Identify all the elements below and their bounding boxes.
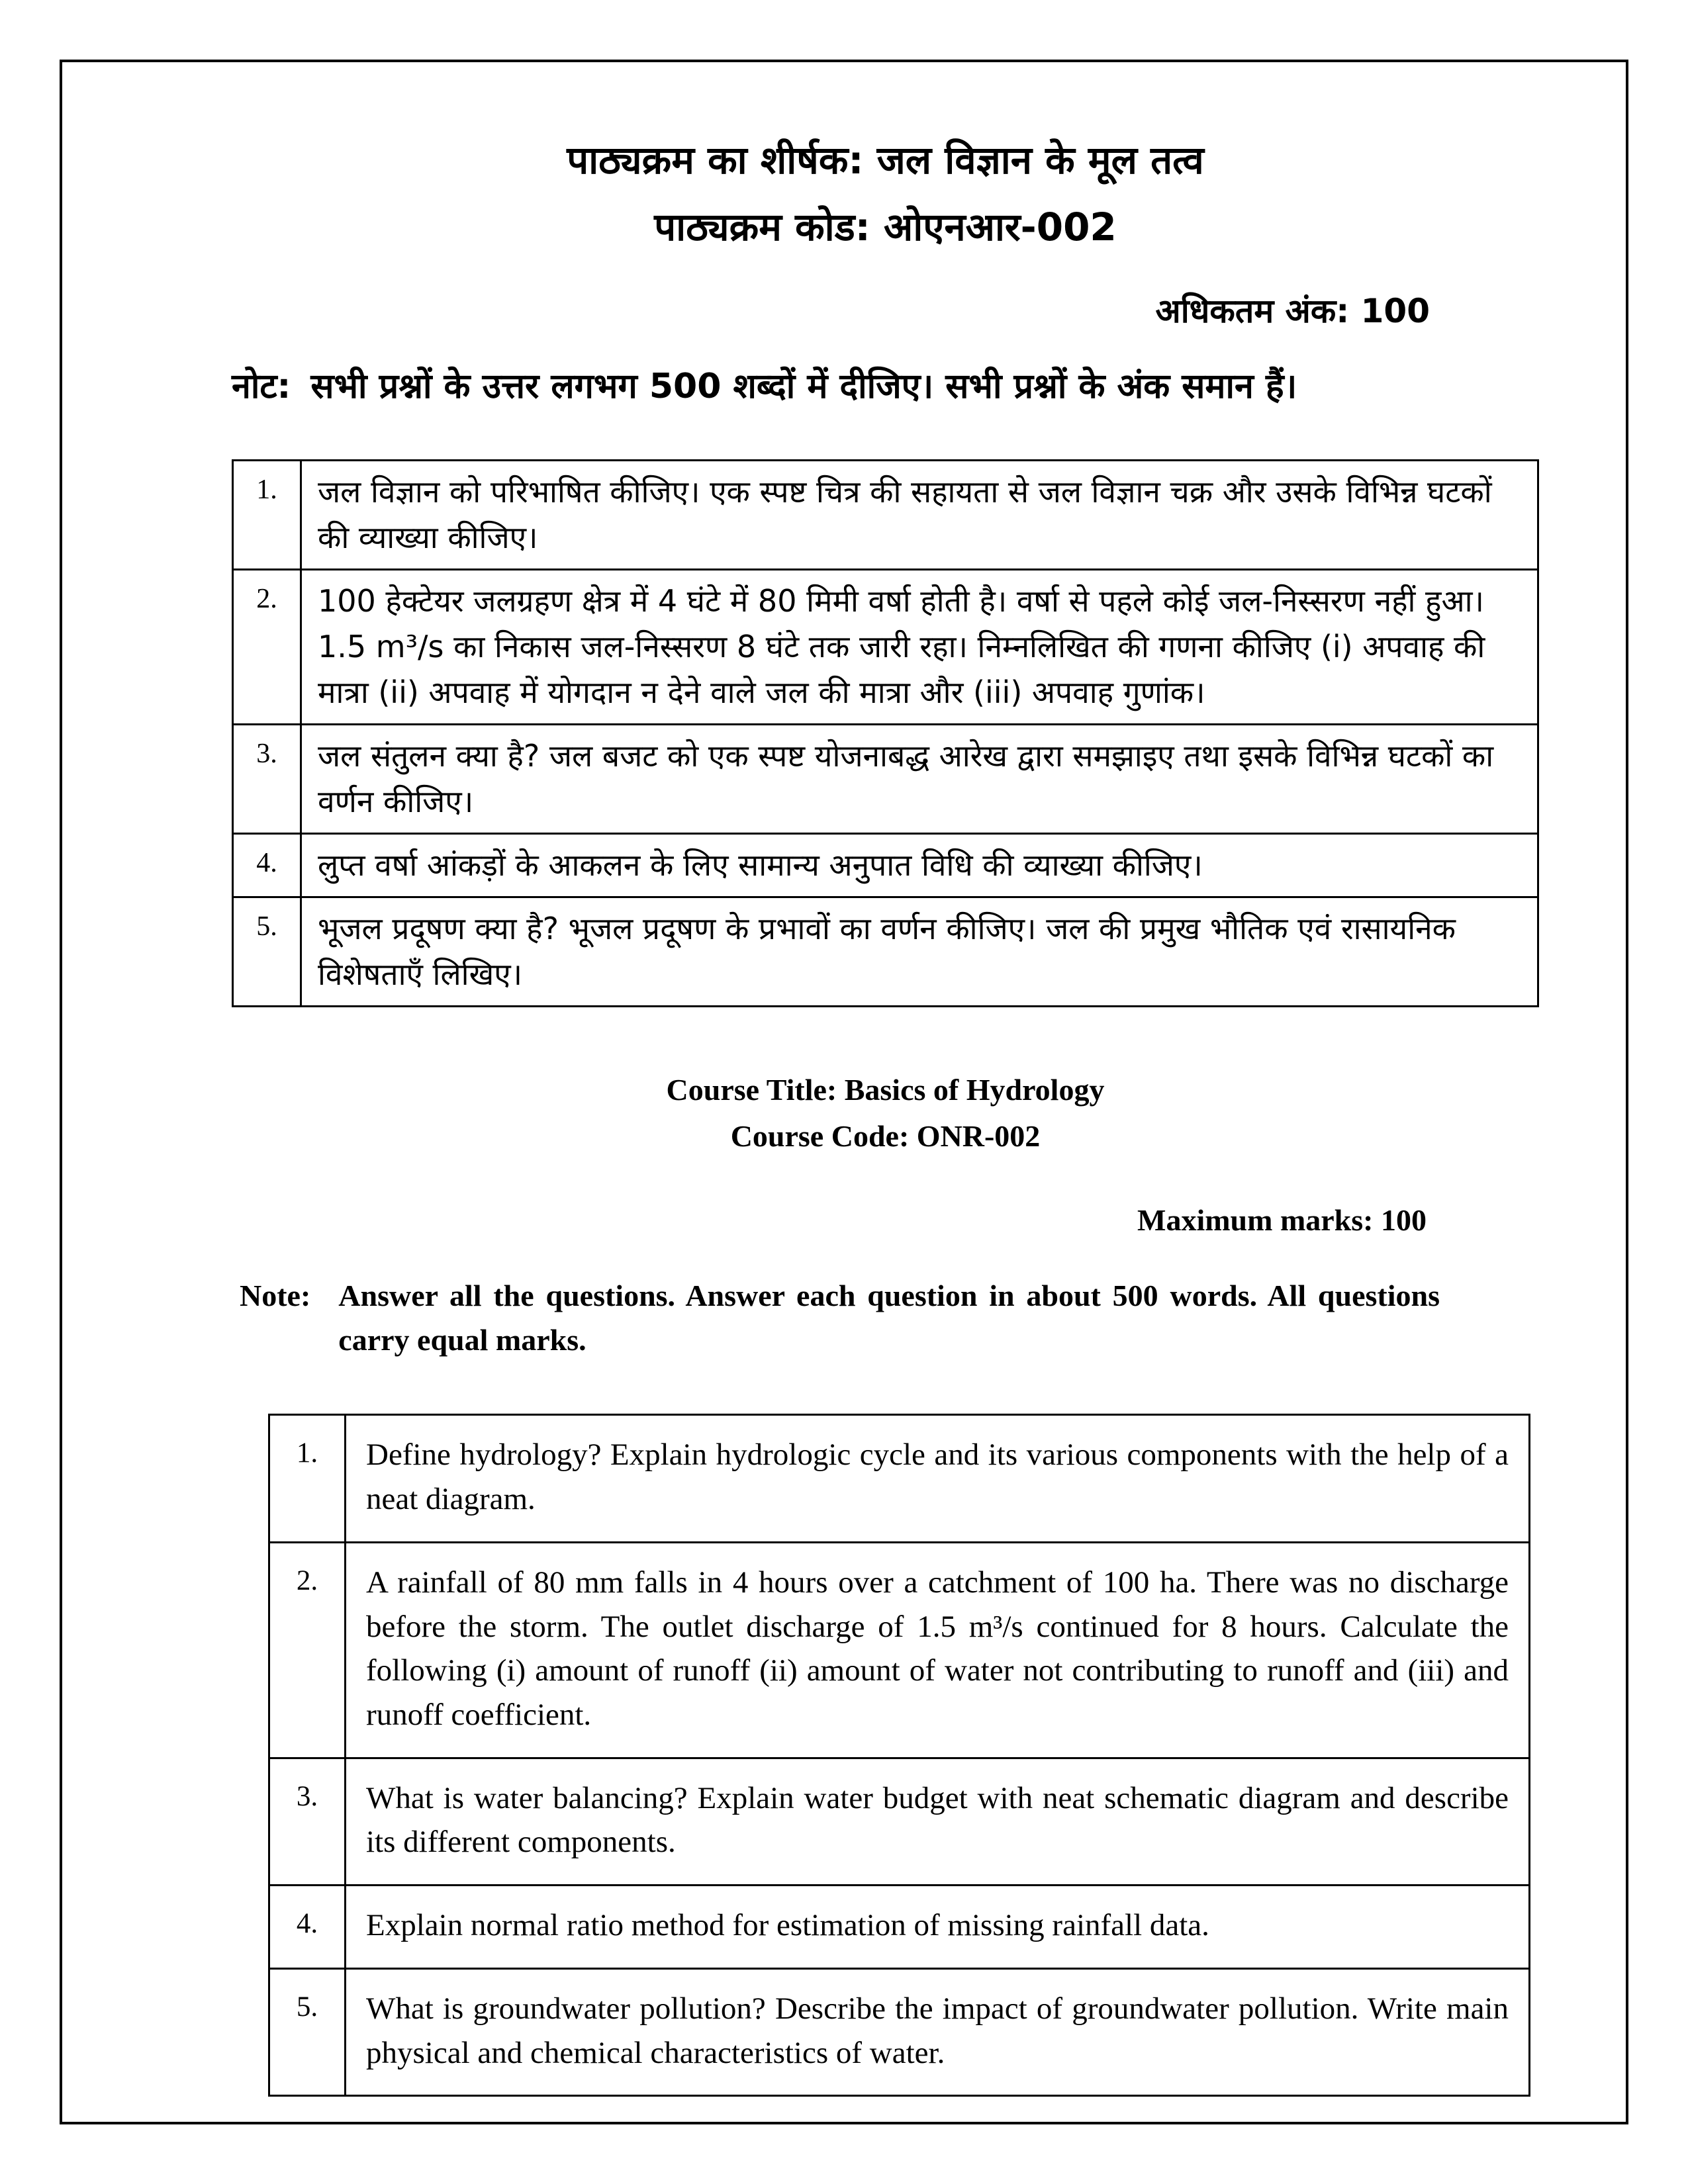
english-note-text: Answer all the questions. Answer each question in about 500 words. All questions carry equal marks. [338,1278,1440,1357]
question-number: 4. [233,834,301,897]
hindi-note [232,360,1539,414]
hindi-note-text: सभी प्रश्नों के उत्तर लगभग 500 शब्दों में दीजिए। सभी प्रश्नों के अंक समान हैं। [310,366,1297,406]
question-text: What is water balancing? Explain water budget with neat schematic diagram and describe its different components. [346,1758,1530,1885]
question-text: भूजल प्रदूषण क्या है? भूजल प्रदूषण के प्रभावों का वर्णन कीजिए। जल की प्रमुख भौतिक एवं रासायनिक विशेषताएँ लिखिए। [301,897,1538,1007]
hindi-question-table [232,459,1539,1007]
question-text: जल विज्ञान को परिभाषित कीजिए। एक स्पष्ट चित्र की सहायता से जल विज्ञान चक्र और उसके विभिन्न घटकों की व्याख्या कीजिए। [301,461,1538,570]
question-text: 100 हेक्टेयर जलग्रहण क्षेत्र में 4 घंटे में 80 मिमी वर्षा होती है। वर्षा से पहले कोई जल-निस्सरण नहीं हुआ। 1.5 m³/s का निकास जल-निस्सरण 8 घंटे तक जारी रहा। निम्नलिखित की गणना कीजिए (i) अपवाह की मात्रा (ii) अपवाह में योगदान न देने वाले जल की मात्रा और (iii) अपवाह गुणांक। [301,570,1538,725]
table-row [233,725,1538,834]
table-row [269,1542,1530,1758]
table-row [233,834,1538,897]
hindi-course-code: पाठ्यक्रम कोड: ओएनआर-002 [654,205,1117,250]
english-section [232,1070,1539,2097]
english-note [232,1274,1539,1362]
hindi-section [232,136,1539,1007]
english-course-title: Course Title: Basics of Hydrology [666,1073,1105,1107]
hindi-course-title: पाठ्यक्रम का शीर्षक: जल विज्ञान के मूल तत्व [567,138,1204,183]
question-number: 2. [269,1542,346,1758]
question-text: Explain normal ratio method for estimation of missing rainfall data. [346,1886,1530,1969]
question-number: 3. [269,1758,346,1885]
hindi-max-marks: अधिकतम अंक: 100 [1155,291,1430,330]
hindi-note-label: नोट: [232,366,291,406]
english-course-code: Course Code: ONR-002 [730,1119,1041,1154]
question-number: 1. [269,1415,346,1542]
question-number: 5. [233,897,301,1007]
table-row [233,897,1538,1007]
question-number: 3. [233,725,301,834]
table-row [269,1886,1530,1969]
question-number: 5. [269,1968,346,2095]
question-text: What is groundwater pollution? Describe the impact of groundwater pollution. Write main physical and chemical characteristics of water. [346,1968,1530,2095]
question-number: 4. [269,1886,346,1969]
question-text: जल संतुलन क्या है? जल बजट को एक स्पष्ट योजनाबद्ध आरेख द्वारा समझाइए तथा इसके विभिन्न घटकों का वर्णन कीजिए। [301,725,1538,834]
table-row [233,570,1538,725]
table-row [233,461,1538,570]
english-question-table [268,1414,1530,2097]
table-row [269,1415,1530,1542]
table-row [269,1968,1530,2095]
question-text: A rainfall of 80 mm falls in 4 hours over a catchment of 100 ha. There was no discharge before the storm. The outlet discharge of 1.5 m³/s continued for 8 hours. Calculate the following (i) amount of runoff (ii) amount of water not contributing to runoff and (iii) and runoff coefficient. [346,1542,1530,1758]
question-number: 1. [233,461,301,570]
question-text: लुप्त वर्षा आंकड़ों के आकलन के लिए सामान्य अनुपात विधि की व्याख्या कीजिए। [301,834,1538,897]
question-number: 2. [233,570,301,725]
english-max-marks: Maximum marks: 100 [1137,1203,1427,1237]
question-text: Define hydrology? Explain hydrologic cycle and its various components with the help of a neat diagram. [346,1415,1530,1542]
document-content [232,136,1539,2097]
english-note-label: Note: [240,1278,311,1312]
table-row [269,1758,1530,1885]
